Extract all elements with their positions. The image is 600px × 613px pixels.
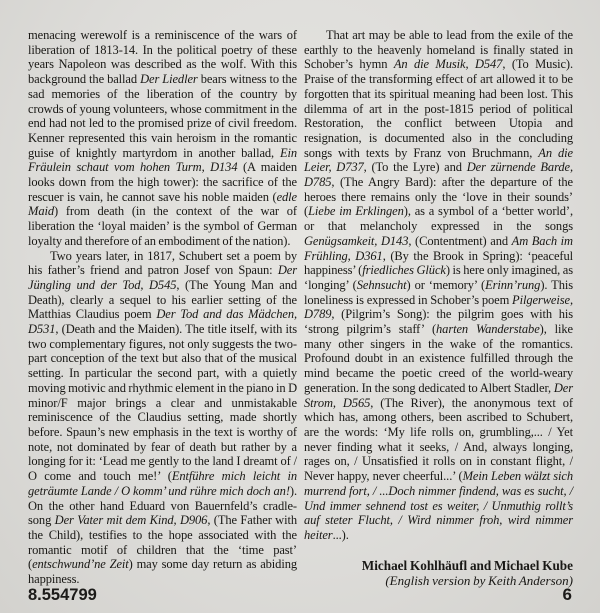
- text-run: ). On the other hand Eduard von Bauernfeld’s cradle-song: [28, 483, 297, 528]
- text-run: , (The River), the anonymous text of which has, among others, been ascribed to Schubert, are the words: ‘My life rolls on, grumbling,... / Yet never finding what it seeks, / And, always longing, rages on, / Unsatisfied it rolls on in constant flight, / Never happy, never cheerful...’ (: [304, 395, 573, 484]
- italic-text-run: Genügsamkeit, D143: [304, 233, 409, 248]
- italic-text-run: edle Maid: [28, 189, 297, 219]
- credits-block: [304, 558, 573, 589]
- italic-text-run: Mein Leben wälzt sich murrend fort, / ...Doch nimmer findend, was es sucht, / Und immer sehnend tost es weiter, / Unmuthig rollt’s auf steter Flucht, / Wird nimmer froh, wird nimmer heiter: [304, 469, 573, 542]
- italic-text-run: Sehnsucht: [356, 277, 407, 292]
- italic-text-run: harten Wanderstabe: [436, 322, 540, 337]
- italic-text-run: Erinn’rung: [485, 277, 541, 292]
- text-run: ) is here only imagined, as ‘longing’ (: [304, 263, 573, 292]
- text-run: Two years later, in 1817, Schubert set a poem by his father’s friend and patron Josef von Spaun:: [28, 248, 297, 278]
- italic-text-run: Der Liedler: [140, 72, 198, 87]
- text-run: menacing werewolf is a reminiscence of the wars of liberation of 1813-14. In the political poetry of these years Napoleon was described as the wolf. With this background the ballad: [28, 28, 297, 87]
- text-run: , (Contentment) and: [408, 233, 512, 248]
- italic-text-run: Pilgerweise, D789: [304, 292, 573, 322]
- italic-text-run: Am Bach im Frühling, D361: [304, 233, 573, 263]
- text-run: ) or ‘memory’ (: [406, 277, 486, 292]
- text-run: That art may be able to lead from the exile of the earthly to the heavenly homeland is finally stated in Schober’s hymn: [304, 28, 573, 72]
- text-run: (A maiden looks down from the high tower): the sacrifice of the rescuer is vain, he cannot save his noble maiden (: [28, 160, 297, 204]
- right-column: [304, 28, 573, 589]
- paragraph: [28, 28, 297, 249]
- italic-text-run: Der zürnende Barde, D785: [304, 160, 573, 190]
- paragraph: [304, 28, 573, 543]
- text-run: , (The Angry Bard): after the departure of the heroes there remains only the ‘love in their sounds’ (: [304, 175, 573, 219]
- italic-text-run: Der Strom, D565: [304, 380, 573, 410]
- italic-text-run: Der Jüngling und der Tod, D545: [28, 263, 297, 292]
- italic-text-run: friedliches Glück: [362, 263, 446, 278]
- text-run: ), as a symbol of a ‘better world’, or that melancholy expressed in the songs: [304, 204, 573, 234]
- italic-text-run: Der Vater mit dem Kind, D906: [54, 513, 208, 528]
- paragraph: [28, 249, 297, 587]
- left-column: [28, 28, 297, 589]
- credit-authors: Michael Kohlhäufl and Michael Kube: [361, 557, 573, 573]
- text-run: , (The Young Man and Death), clearly a sequel to his earlier setting of the Matthias Claudius poem: [28, 277, 298, 322]
- text-run: ), like many other singers in the wake of the romantics. Profound doubt in an existence fulfilled through the mind became the poetic creed of the world-weary generation. In the song dedicated to Albert Stadler,: [304, 322, 573, 395]
- italic-text-run: Entführe mich leicht in geträumte Lande / O komm’ und rühre mich doch an!: [28, 469, 297, 498]
- text-run: ...).: [332, 527, 349, 542]
- text-run: ) may some day return as abiding happiness.: [28, 557, 297, 587]
- text-run: , (Pilgrim’s Song): the pilgrim goes with his ‘strong pilgrim’s staff’ (: [304, 307, 573, 337]
- italic-text-run: An die Leier, D737: [304, 145, 573, 175]
- text-columns: [28, 28, 573, 589]
- italic-text-run: Ein Fräulein schaut vom hohen Turm, D134: [28, 145, 297, 175]
- right-column-text: [304, 28, 573, 543]
- page-number: 6: [562, 585, 572, 604]
- text-run: ) from death (in the context of the war of liberation the ‘loyal maiden’ is the symbol of German loyalty and therefore of an embodiment of the nation).: [28, 204, 297, 248]
- italic-text-run: Liebe im Erklingen: [308, 204, 404, 219]
- text-run: , (To Music). Praise of the transforming effect of art allowed it to be forgotten that its spiritual meaning had been lost. This dilemma of art in the post-1815 period of political Restoration, the conflict between Utopia and resignation, is documented also in the concluding songs with texts by Franz von Bruchmann,: [304, 57, 573, 160]
- credit-translation: (English version by Keith Anderson): [385, 573, 573, 589]
- text-run: , (By the Brook in Spring): ‘peaceful happiness’ (: [304, 248, 573, 278]
- catalog-number: 8.554799: [28, 586, 97, 604]
- text-run: , (The Father with the Child), testifies to the hope associated with the romantic motif of children that the ‘time past’ (: [28, 513, 298, 572]
- text-run: bears witness to the sad memories of the liberation of the country by crowds of young volunteers, whose commitment in the end had not led to the promised prize of civil freedom. Kenner represented this vain heroism in the romantic guise of knightly martyrdom in another ballad,: [28, 72, 297, 160]
- italic-text-run: entschwund’ne Zeit: [32, 557, 129, 572]
- text-run: , (To the Lyre) and: [363, 160, 467, 175]
- text-run: , (Death and the Maiden). The title itself, with its two complementary figures, not only suggests the two-part conception of the text but also that of the musical setting. In particular the second part, with a quietly moving motivic and rhythmic element in the piano in D minor/F major brings a clear and unmistakable reminiscence of the Claudius setting, made shortly before. Spaun’s new emphasis in the text is worthy of note, not dominated by fear of death but rather by a longing for it: ‘Lead me gently to the land I dreamt of / O come and touch me!’ (: [28, 322, 297, 484]
- text-run: ). This loneliness is expressed in Schober’s poem: [304, 277, 573, 307]
- italic-text-run: Der Tod and das Mädchen, D531: [28, 307, 297, 337]
- italic-text-run: An die Musik, D547: [393, 57, 503, 72]
